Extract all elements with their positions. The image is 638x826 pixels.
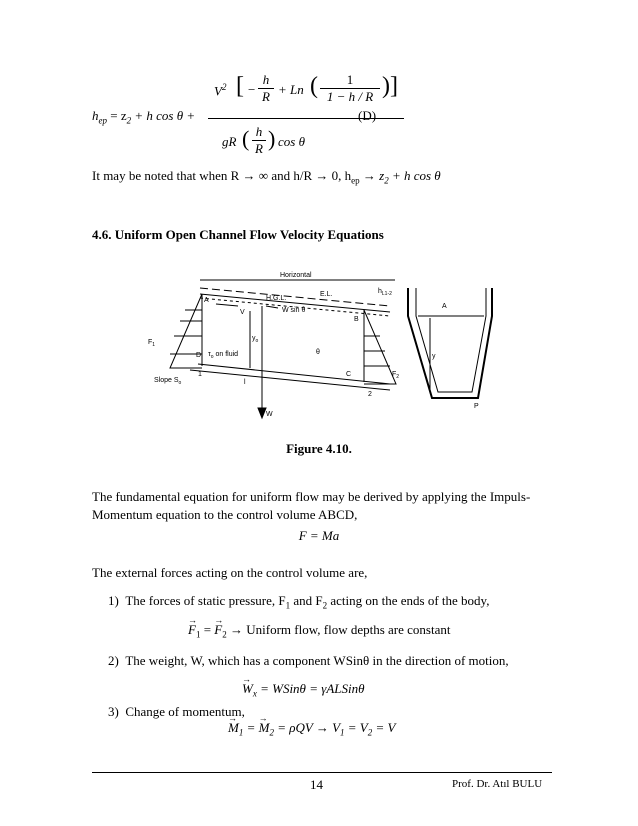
list-item-3: 3) Change of momentum,	[108, 704, 245, 719]
label-el: E.L.	[320, 291, 333, 298]
footer-rule	[92, 772, 552, 773]
paragraph-external-forces: The external forces acting on the control volume are,	[92, 565, 368, 580]
footer-author: Prof. Dr. Atıl BULU	[452, 778, 543, 790]
label-perimeter-p: P	[474, 403, 479, 410]
label-section-1: 1	[198, 371, 202, 378]
label-tau: $\tau_o$ on fluid	[208, 351, 239, 360]
figure-caption: Figure 4.10.	[286, 441, 352, 456]
label-horizontal: Horizontal	[280, 272, 312, 279]
label-v: V	[240, 309, 245, 316]
label-section-2: 2	[368, 391, 372, 398]
label-hgl: H.G.L.	[266, 295, 287, 302]
label-l: l	[244, 379, 246, 386]
equation-d: $h_{ep} = z_2 + h$ cos θ + $V^2$ [ − $\frac{h}{R}$ + Ln ( $\frac{1}{1 - h / R}$ ) ] gR ( $\frac{h}{R}$ ) cos θ (D)	[92, 70, 512, 162]
label-area-a: A	[442, 303, 447, 310]
label-d: D	[196, 352, 202, 359]
label-wsin: W sin θ	[282, 307, 306, 314]
equation-weight: → $W_x$ = WSinθ = γALSinθ	[242, 680, 365, 703]
page-number: 14	[310, 777, 323, 792]
label-c: C	[346, 371, 352, 378]
note-line: It may be noted that when R → ∞ and h/R → 0, $h_{ep} \to z_2 + h$ cos θ	[92, 168, 441, 186]
section-heading: 4.6. Uniform Open Channel Flow Velocity Equations	[92, 227, 384, 242]
label-hl: $h_{L1-2}$	[378, 288, 392, 297]
equation-forces: → $F_1$ = → $F_2$ → Uniform flow, flow depths are constant	[188, 621, 450, 644]
label-y0: $y_o$	[252, 335, 259, 344]
label-theta: θ	[316, 349, 320, 356]
label-a: A	[204, 297, 209, 304]
list-item-1: 1) The forces of static pressure, $F_1$ and $F_2$ acting on the ends of the body,	[108, 593, 490, 611]
label-f1: $F_1$	[148, 339, 156, 348]
label-b: B	[354, 316, 359, 323]
label-slope: Slope $S_o$	[154, 377, 182, 386]
list-item-2: 2) The weight, W, which has a component WSinθ in the direction of motion,	[108, 653, 509, 668]
equation-momentum: → $M_1$ = → $M_2 = \rho QV \to V_1 = V_2 = V$	[228, 719, 395, 742]
equation-f-ma: F = Ma	[298, 528, 340, 543]
label-y0-cross-section: y	[432, 353, 436, 360]
equation-label: (D)	[358, 108, 377, 123]
figure-4-10	[140, 266, 500, 430]
label-w: W	[266, 411, 273, 418]
label-f2: $F_2$	[392, 371, 400, 380]
paragraph-impulse-momentum: The fundamental equation for uniform flow may be derived by applying the Impuls-Momentum equation to the control volume ABCD,	[92, 489, 531, 522]
equation-lhs: $h_{ep} = z_2 + h$ cos θ +	[92, 108, 196, 126]
